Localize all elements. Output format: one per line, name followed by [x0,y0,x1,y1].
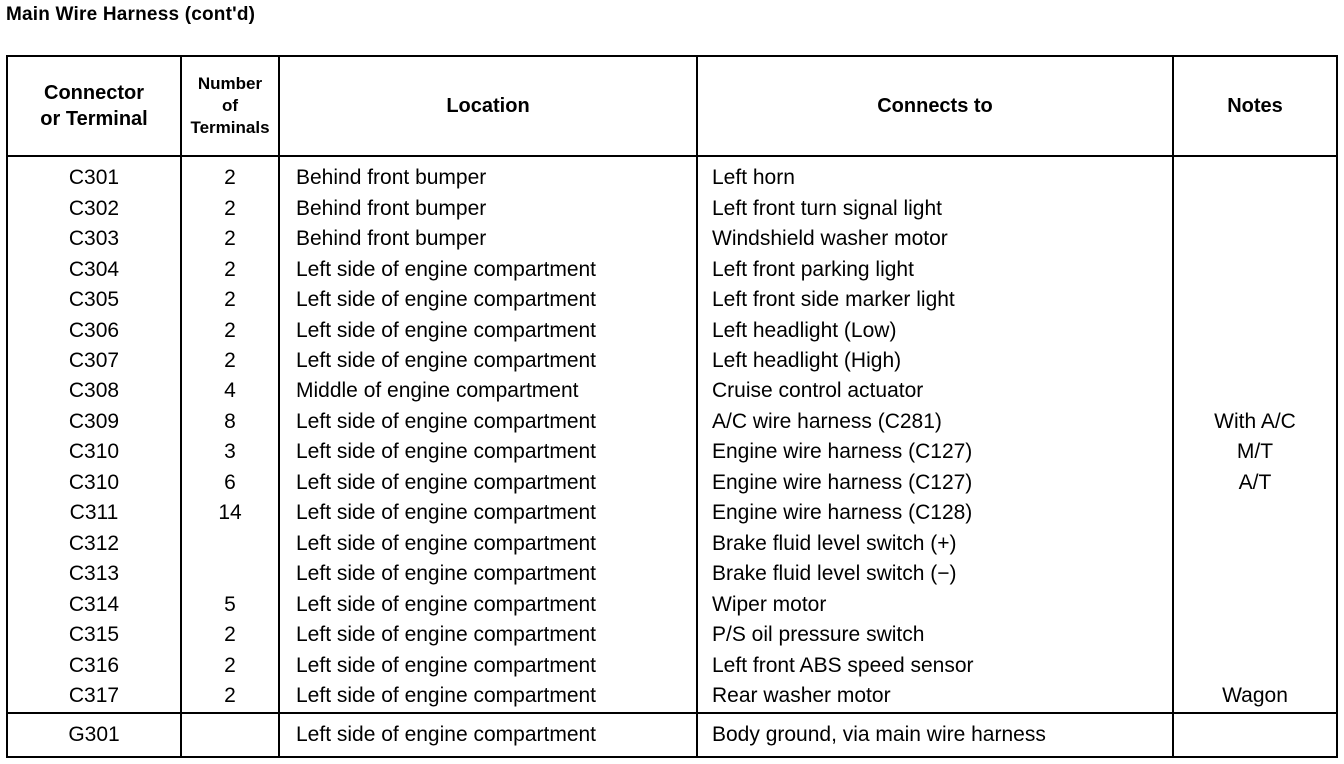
cell-notes: With A/C [1173,407,1337,437]
cell-location: Left side of engine compartment [279,346,697,376]
cell-connector: C316 [7,651,181,681]
table-row-ground [7,713,1337,758]
table-row [7,437,1337,467]
header-connects-to: Connects to [697,56,1173,156]
cell-number: 6 [181,468,279,498]
table-row [7,468,1337,498]
cell-connector: C302 [7,194,181,224]
cell-number: 8 [181,407,279,437]
cell-notes [1173,651,1337,681]
table-row [7,681,1337,712]
cell-location: Left side of engine compartment [279,468,697,498]
cell-location: Behind front bumper [279,194,697,224]
cell-connector: C310 [7,437,181,467]
cell-notes: A/T [1173,468,1337,498]
table-row [7,529,1337,559]
cell-location: Middle of engine compartment [279,376,697,406]
header-row [7,56,1337,156]
cell-number: 2 [181,156,279,194]
cell-notes [1173,559,1337,589]
cell-connects-to: Left headlight (High) [697,346,1173,376]
cell-notes [1173,620,1337,650]
header-number-of-terminals: Number of Terminals [181,56,279,156]
cell-connects-to: Brake fluid level switch (+) [697,529,1173,559]
cell-number: 2 [181,620,279,650]
cell-number: 2 [181,651,279,681]
cell-notes [1173,156,1337,194]
cell-connector: C308 [7,376,181,406]
cell-connects-to: Windshield washer motor [697,224,1173,254]
cell-connects-to: Cruise control actuator [697,376,1173,406]
cell-number: 2 [181,346,279,376]
cell-connects-to: Left front ABS speed sensor [697,651,1173,681]
cell-connector: C301 [7,156,181,194]
cell-location: Left side of engine compartment [279,559,697,589]
cell-notes: M/T [1173,437,1337,467]
cell-connector: C305 [7,285,181,315]
table-row [7,376,1337,406]
cell-connects-to: Brake fluid level switch (−) [697,559,1173,589]
table-row [7,559,1337,589]
table-row [7,651,1337,681]
cell-connects-to: Engine wire harness (C128) [697,498,1173,528]
cell-notes [1173,285,1337,315]
cell-location: Left side of engine compartment [279,620,697,650]
cell-location: Behind front bumper [279,224,697,254]
cell-connects-to: Engine wire harness (C127) [697,437,1173,467]
cell-number [181,559,279,589]
cell-notes [1173,315,1337,345]
cell-connector: C307 [7,346,181,376]
cell-location: Left side of engine compartment [279,407,697,437]
cell-connects-to: Body ground, via main wire harness [697,713,1173,758]
table-row [7,194,1337,224]
cell-number: 2 [181,224,279,254]
cell-number: 2 [181,681,279,712]
cell-connects-to: Left headlight (Low) [697,315,1173,345]
cell-connects-to: Left horn [697,156,1173,194]
table-row [7,315,1337,345]
table-row [7,254,1337,284]
header-connector: Connector or Terminal [7,56,181,156]
table-row [7,498,1337,528]
cell-connects-to: Engine wire harness (C127) [697,468,1173,498]
cell-notes [1173,194,1337,224]
header-location: Location [279,56,697,156]
cell-notes [1173,224,1337,254]
table-row [7,590,1337,620]
table-row [7,407,1337,437]
cell-number: 4 [181,376,279,406]
cell-location: Left side of engine compartment [279,529,697,559]
cell-connects-to: Wiper motor [697,590,1173,620]
cell-connects-to: A/C wire harness (C281) [697,407,1173,437]
cell-location: Left side of engine compartment [279,651,697,681]
cell-location: Left side of engine compartment [279,713,697,758]
cell-location: Left side of engine compartment [279,254,697,284]
cell-connector: C312 [7,529,181,559]
cell-number: 2 [181,194,279,224]
cell-location: Left side of engine compartment [279,285,697,315]
table-row [7,156,1337,194]
cell-location: Left side of engine compartment [279,437,697,467]
cell-notes [1173,498,1337,528]
cell-connects-to: Left front parking light [697,254,1173,284]
cell-connects-to: Left front turn signal light [697,194,1173,224]
cell-number: 2 [181,285,279,315]
cell-location: Behind front bumper [279,156,697,194]
cell-notes [1173,529,1337,559]
cell-connector: C310 [7,468,181,498]
cell-location: Left side of engine compartment [279,681,697,712]
cell-notes [1173,346,1337,376]
cell-number [181,529,279,559]
cell-notes [1173,713,1337,758]
cell-connector: C317 [7,681,181,712]
cell-notes [1173,254,1337,284]
cell-connector: C309 [7,407,181,437]
cell-connector: C306 [7,315,181,345]
cell-number: 14 [181,498,279,528]
header-notes: Notes [1173,56,1337,156]
page-title: Main Wire Harness (cont'd) [6,4,256,25]
cell-notes [1173,590,1337,620]
cell-location: Left side of engine compartment [279,315,697,345]
table-row [7,346,1337,376]
cell-connector: C304 [7,254,181,284]
cell-connects-to: P/S oil pressure switch [697,620,1173,650]
cell-location: Left side of engine compartment [279,590,697,620]
cell-connector: C303 [7,224,181,254]
cell-connector: C315 [7,620,181,650]
cell-number [181,713,279,758]
cell-number: 5 [181,590,279,620]
cell-connects-to: Left front side marker light [697,285,1173,315]
cell-connects-to: Rear washer motor [697,681,1173,712]
cell-number: 2 [181,315,279,345]
cell-number: 3 [181,437,279,467]
cell-notes: Wagon [1173,681,1337,712]
cell-number: 2 [181,254,279,284]
cell-connector: C314 [7,590,181,620]
table-row [7,620,1337,650]
cell-connector: C313 [7,559,181,589]
cell-connector: C311 [7,498,181,528]
table-row [7,285,1337,315]
cell-connector: G301 [7,713,181,758]
cell-notes [1173,376,1337,406]
table-row [7,224,1337,254]
cell-location: Left side of engine compartment [279,498,697,528]
harness-table [6,55,1338,758]
